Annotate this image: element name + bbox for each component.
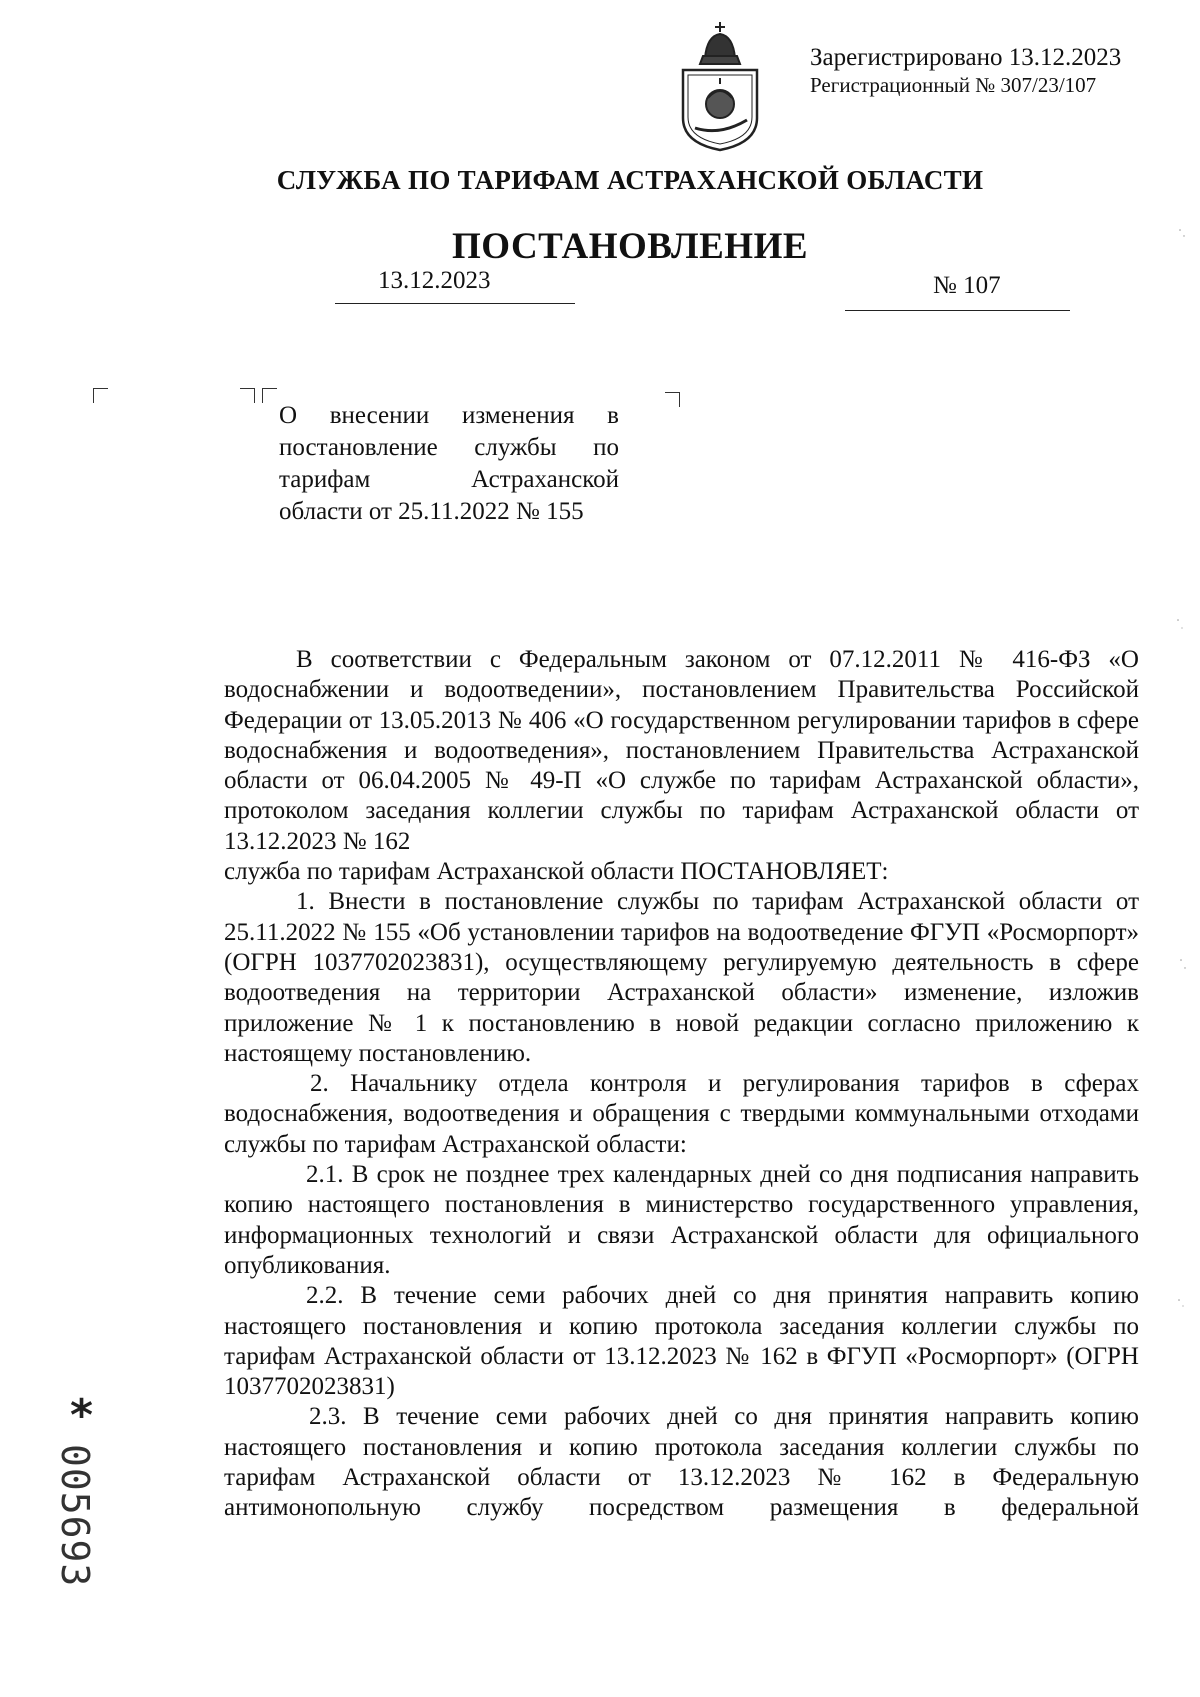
preamble-paragraph: В соответствии с Федеральным законом от 07.12.2011 № 416-ФЗ «О водоснабжении и водоотведении», постановлением Правительства Российской Федерации от 13.05.2013 № 406 «О государственном регулировании тарифов в сфере водоснабжения и водоотведения», постановлением Правительства Астраханской области от 06.04.2005 № 49-П «О службе по тарифам Астраханской области», протоколом заседания коллегии службы по тарифам Астраханской области от [224, 646, 1139, 825]
item-2-3: 2.3. В течение семи рабочих дней со дня принятия направить копию настоящего постановления и копию протокола заседания коллегии службы по тарифам Астраханской области от 13.12.2023 № 162 в Федеральную антимонопольную службу посредством размещения в федеральной [224, 1403, 1139, 1522]
document-number: № 107 [933, 272, 1001, 299]
coat-of-arms-emblem [675, 18, 765, 153]
registration-stamp [810, 44, 1121, 97]
subject-line: О внесении изменения в [279, 402, 619, 429]
item-2: 2. Начальнику отдела контроля и регулирования тарифов в сферах водоснабжения, водоотведения и обращения с твердыми коммунальными отходами службы по тарифам Астраханской области: [224, 1070, 1139, 1158]
subject-line: тарифам Астраханской [279, 466, 619, 493]
date-underline [335, 303, 575, 304]
corner-bracket [240, 388, 255, 403]
document-subject [279, 400, 619, 528]
organization-title: СЛУЖБА ПО ТАРИФАМ АСТРАХАНСКОЙ ОБЛАСТИ [276, 165, 984, 195]
margin-serial-number [55, 1444, 115, 1614]
registration-number: Регистрационный № 307/23/107 [810, 72, 1097, 97]
corner-bracket [665, 392, 680, 407]
corner-bracket [93, 388, 108, 403]
preamble-end: 13.12.2023 № 162 [224, 827, 411, 855]
item-2-2: 2.2. В течение семи рабочих дней со дня принятия направить копию настоящего постановления и копию протокола заседания коллегии службы по тарифам Астраханской области от 13.12.2023 № 162 в ФГУП «Росморпорт» (ОГРН 1037702023831) [224, 1282, 1139, 1401]
scan-noise [1160, 0, 1200, 1697]
item-1: 1. Внести в постановление службы по тарифам Астраханской области от 25.11.2022 № 155 «Об установлении тарифов на водоотведение ФГУП «Росморпорт» (ОГРН 1037702023831), осуществляющему регулируемую деятельность в сфере водоотведения на территории Астраханской области» изменение, изложив приложение № 1 к постановлению в новой редакции согласно приложению к настоящему постановлению. [224, 888, 1139, 1067]
subject-line: постановление службы по [279, 434, 619, 461]
document-date: 13.12.2023 [378, 267, 491, 294]
item-2-1: 2.1. В срок не позднее трех календарных дней со дня подписания направить копию настоящего постановления в министерство государственного управления, информационных технологий и связи Астраханской области для официального опубликования. [224, 1161, 1139, 1279]
document-body [224, 645, 1139, 1524]
subject-line: области от 25.11.2022 № 155 [279, 498, 584, 525]
decree-line: служба по тарифам Астраханской области ПОСТАНОВЛЯЕТ: [224, 858, 889, 886]
margin-serial-text: 005693 [53, 1444, 97, 1588]
number-underline [845, 310, 1070, 311]
margin-asterisk: * [70, 1390, 94, 1441]
registration-date: Зарегистрировано 13.12.2023 [810, 44, 1122, 71]
corner-bracket [262, 388, 277, 403]
document-type-title: ПОСТАНОВЛЕНИЕ [451, 226, 809, 267]
